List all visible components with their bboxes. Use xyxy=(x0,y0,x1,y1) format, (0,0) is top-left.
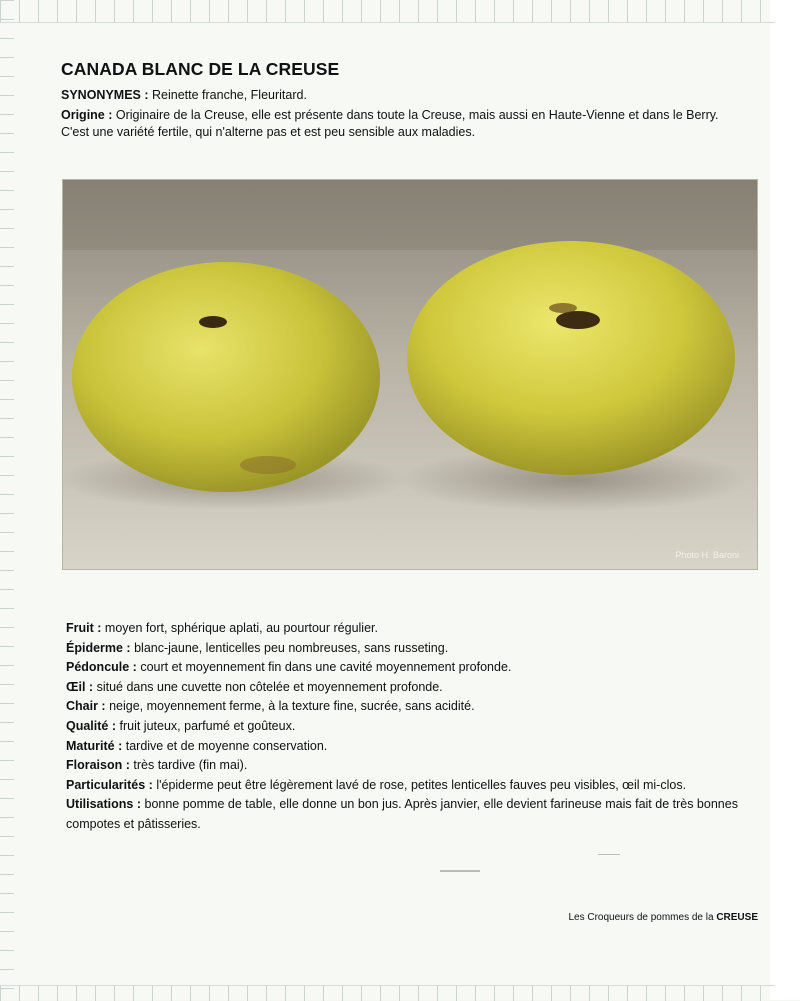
desc-pedoncule xyxy=(66,658,766,678)
origine-line-2 xyxy=(61,123,761,141)
desc-text: situé dans une cuvette non côtelée et moyennement profonde. xyxy=(96,679,443,694)
desc-maturite xyxy=(66,737,766,757)
photo-credit: Photo H. Baroni xyxy=(675,550,739,560)
desc-text: très tardive (fin mai). xyxy=(133,758,248,773)
desc-text: fruit juteux, parfumé et goûteux. xyxy=(119,718,296,733)
desc-chair xyxy=(66,697,766,717)
origine-text: Originaire de la Creuse, elle est présente dans toute la Creuse, mais aussi en Haute-Vienne et dans le Berry. xyxy=(115,108,719,122)
page-edge xyxy=(770,0,800,1000)
footer-prefix: Les Croqueurs de pommes de la xyxy=(568,912,714,923)
synonymes-label: SYNONYMES : xyxy=(61,88,149,102)
desc-label: Maturité : xyxy=(66,738,123,753)
scan-smudge xyxy=(440,870,480,872)
desc-label: Fruit : xyxy=(66,621,102,635)
desc-qualite xyxy=(66,717,766,737)
desc-text: l'épiderme peut être légèrement lavé de rose, petites lenticelles fauves peu visibles, œil mi-clos. xyxy=(156,777,687,792)
origine-line xyxy=(61,106,761,124)
desc-label: Épiderme : xyxy=(66,640,131,655)
desc-label: Qualité : xyxy=(66,718,117,733)
desc-label: Pédoncule : xyxy=(66,660,137,675)
grid-border-bottom xyxy=(0,985,775,1001)
synonymes-text: Reinette franche, Fleuritard. xyxy=(152,88,307,102)
origine-text-2: C'est une variété fertile, qui n'alterne pas et est peu sensible aux maladies. xyxy=(61,125,476,139)
desc-label: Utilisations : xyxy=(66,797,142,812)
synonymes-line xyxy=(61,86,761,104)
desc-floraison xyxy=(66,756,766,776)
scan-smudge xyxy=(598,854,620,855)
desc-text: blanc-jaune, lenticelles peu nombreuses, sans russeting. xyxy=(134,640,449,655)
origine-label: Origine : xyxy=(61,108,113,122)
footer-strong: CREUSE xyxy=(716,912,758,923)
desc-text: bonne pomme de table, elle donne un bon jus. Après janvier, elle devient farineuse mais fait de très bonnes compotes et pâtisseries. xyxy=(66,797,738,831)
desc-fruit xyxy=(66,619,766,639)
desc-epiderme xyxy=(66,639,766,659)
variety-title: CANADA BLANC DE LA CREUSE xyxy=(61,59,340,79)
desc-utilisations xyxy=(66,795,766,834)
desc-oeil xyxy=(66,678,766,698)
desc-text: moyen fort, sphérique aplati, au pourtour régulier. xyxy=(104,621,378,635)
desc-label: Particularités : xyxy=(66,777,153,792)
desc-text: neige, moyennement ferme, à la texture fine, sucrée, sans acidité. xyxy=(109,699,475,714)
desc-label: Chair : xyxy=(66,699,106,714)
desc-label: Œil : xyxy=(66,679,94,694)
footer-credit xyxy=(568,912,758,923)
description-list xyxy=(66,619,766,835)
desc-label: Floraison : xyxy=(66,758,130,773)
desc-text: court et moyennement fin dans une cavité moyennement profonde. xyxy=(140,660,512,675)
grid-border-top xyxy=(0,0,775,23)
desc-particularites xyxy=(66,776,766,796)
grid-border-left xyxy=(0,0,14,1000)
apple-photo xyxy=(62,179,758,570)
desc-text: tardive et de moyenne conservation. xyxy=(125,738,328,753)
apple-photo-image xyxy=(63,180,757,569)
